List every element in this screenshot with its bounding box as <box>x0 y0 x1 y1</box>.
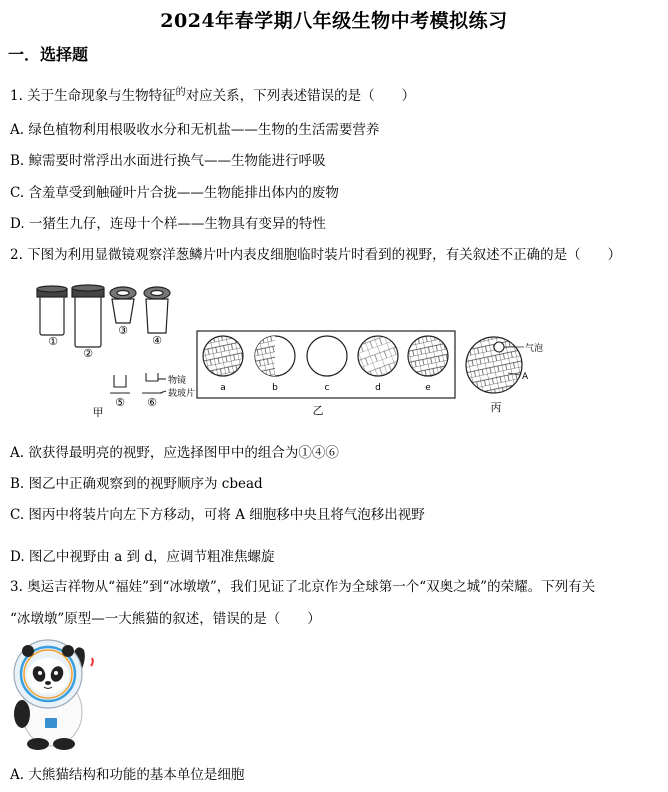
lens-number-1: ① <box>48 335 58 348</box>
bing-dwen-dwen-image <box>8 632 98 752</box>
panel-label-bing: 丙 <box>490 401 502 414</box>
lens-number-3: ③ <box>118 324 128 337</box>
lens-number-2: ② <box>83 347 93 360</box>
panel-label-yi: 乙 <box>312 404 324 417</box>
section-heading: 一．选择题 <box>8 45 89 64</box>
view-letter-d: d <box>375 383 381 393</box>
question-3-stem-line-1: 3. 奥运吉祥物从“福娃”到“冰墩墩”，我们见证了北京作为全球第一个“双奥之城”的荣耀。下列有关 <box>10 579 596 595</box>
question-1-stem-superscript: 的 <box>175 87 186 98</box>
page-title: 2024年春学期八年级生物中考模拟练习 <box>160 10 508 32</box>
question-2-option-c: C. 图丙中将装片向左下方移动，可将 A 细胞移中央且将气泡移出视野 <box>10 507 425 523</box>
question-1-option-b: B. 鲸需要时常浮出水面进行换气——生物能进行呼吸 <box>10 153 326 169</box>
question-3-option-a: A. 大熊猫结构和功能的基本单位是细胞 <box>10 767 245 783</box>
question-1-option-c: C. 含羞草受到触碰叶片合拢——生物能排出体内的废物 <box>10 185 339 201</box>
question-1-option-d: D. 一猪生九仔，连母十个样——生物具有变异的特性 <box>10 216 326 232</box>
question-1-stem-part-a: 1. 关于生命现象与生物特征 <box>10 88 176 104</box>
lens-number-4: ④ <box>152 334 162 347</box>
eyepiece-1 <box>37 286 67 335</box>
eyepiece-2 <box>72 285 104 347</box>
view-c <box>307 336 347 376</box>
objective-3 <box>110 287 136 323</box>
view-letter-c: c <box>324 383 330 393</box>
stage-distance-5 <box>110 375 130 393</box>
label-bubble: 气泡 <box>525 344 544 354</box>
question-2-option-b: B. 图乙中正确观察到的视野顺序为 cbead <box>10 476 263 492</box>
label-cell-a: A <box>522 372 529 382</box>
label-slide: 载玻片 <box>168 389 196 399</box>
microscope-figure <box>0 275 668 425</box>
view-e <box>408 336 448 376</box>
question-2-stem: 2. 下图为利用显微镜观察洋葱鳞片叶内表皮细胞临时装片时看到的视野，有关叙述不正确的是（ ） <box>10 247 622 263</box>
stage-number-6: ⑥ <box>147 396 157 409</box>
question-2-option-d: D. 图乙中视野由 a 到 d，应调节粗准焦螺旋 <box>10 549 275 565</box>
view-letter-b: b <box>272 383 278 393</box>
view-letter-e: e <box>425 383 431 393</box>
view-letter-a: a <box>220 383 226 393</box>
stage-number-5: ⑤ <box>115 396 125 409</box>
objective-4 <box>144 287 170 333</box>
label-objective: 物镜 <box>168 376 187 386</box>
question-1-stem-part-b: 对应关系，下列表述错误的是（ ） <box>185 88 416 104</box>
view-d <box>358 336 398 376</box>
panel-label-jia: 甲 <box>92 406 104 419</box>
view-a <box>203 336 243 376</box>
question-1-stem <box>10 84 415 104</box>
stage-distance-6 <box>142 373 166 393</box>
air-bubble <box>494 342 504 352</box>
question-2-option-a: A. 欲获得最明亮的视野，应选择图甲中的组合为①④⑥ <box>10 445 339 461</box>
question-3-stem-line-2: “冰墩墩”原型—一大熊猫的叙述，错误的是（ ） <box>10 611 321 627</box>
question-1-option-a: A. 绿色植物利用根吸收水分和无机盐——生物的生活需要营养 <box>10 122 380 138</box>
